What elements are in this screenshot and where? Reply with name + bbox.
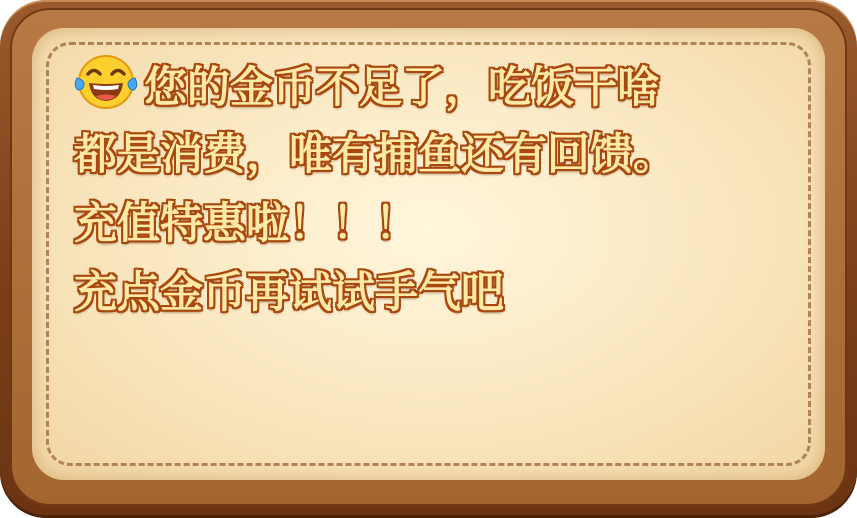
message-line-1 — [74, 52, 794, 121]
message-line-4: 充点金币再试试手气吧 — [74, 268, 504, 318]
insufficient-coins-message — [74, 52, 794, 328]
message-line-3: 充值特惠啦！！！ — [74, 199, 418, 249]
message-line-2: 都是消费，唯有捕鱼还有回馈。 — [74, 130, 676, 180]
laughing-with-tears-icon — [74, 52, 138, 112]
message-line-1-text: 您的金币不足了，吃饭干啥 — [144, 63, 660, 113]
